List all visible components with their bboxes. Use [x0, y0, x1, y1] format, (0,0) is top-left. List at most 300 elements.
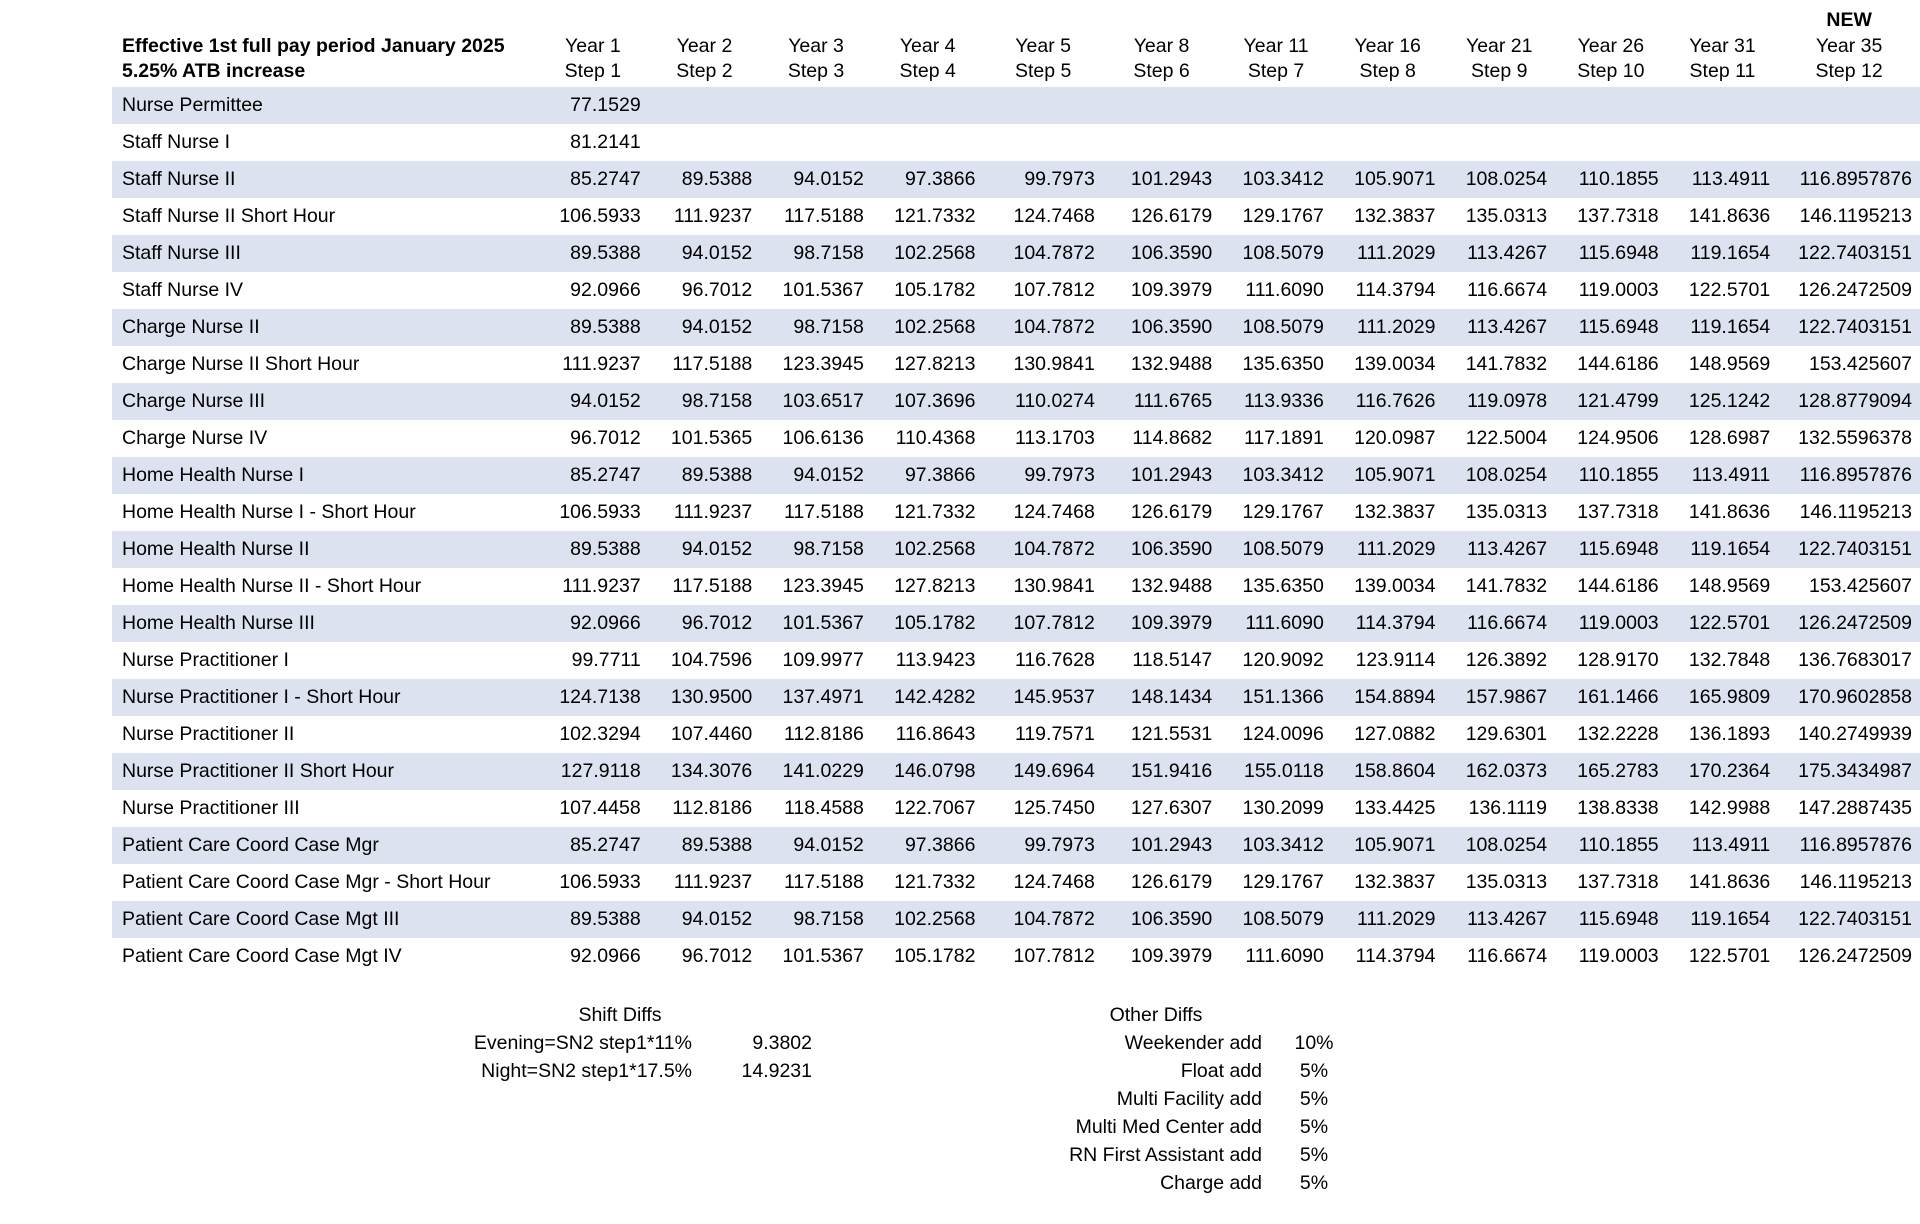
- pay-rate-cell: 94.0152: [760, 827, 872, 864]
- pay-rate-cell: [1778, 87, 1920, 124]
- pay-rate-cell: 85.2747: [537, 457, 649, 494]
- pay-rate-cell: [649, 87, 761, 124]
- pay-rate-cell: 126.2472509: [1798, 945, 1912, 968]
- pay-rate-cell: 111.9237: [673, 205, 753, 228]
- other-diff-row: [946, 1085, 1366, 1113]
- pay-rate-cell: 111.9237: [673, 871, 753, 894]
- pay-rate-cell: 101.2943: [1103, 161, 1220, 198]
- pay-rate-cell: 89.5388: [537, 531, 649, 568]
- column-step-label: Step 12: [1815, 60, 1883, 83]
- pay-rate-cell: 94.0152: [760, 161, 872, 198]
- pay-rate-cell: 117.5188: [672, 353, 753, 376]
- pay-rate-cell: 119.0003: [1578, 945, 1659, 968]
- pay-rate-cell: 103.3412: [1220, 827, 1332, 864]
- pay-rate-cell: 128.9170: [1577, 649, 1659, 672]
- column-step-label: Step 11: [1689, 60, 1756, 83]
- pay-rate-cell: 124.7468: [1013, 871, 1095, 894]
- pay-rate-cell: 145.9537: [983, 679, 1102, 716]
- other-diff-value: 10%: [1294, 1032, 1334, 1055]
- pay-rate-cell: 106.3590: [1103, 901, 1220, 938]
- pay-rate-cell: 96.7012: [570, 427, 641, 450]
- row-classification-label: Home Health Nurse I - Short Hour: [122, 501, 416, 524]
- pay-rate-cell: 142.4282: [872, 679, 984, 716]
- pay-rate-cell: 135.6350: [1242, 575, 1324, 598]
- other-diff-value: 5%: [1299, 1060, 1329, 1083]
- pay-rate-cell: 94.0152: [760, 457, 872, 494]
- pay-rate-cell: 121.4799: [1555, 383, 1667, 420]
- pay-rate-cell: 119.1654: [1667, 235, 1779, 272]
- pay-rate-cell: 102.2568: [872, 235, 984, 272]
- pay-rate-cell: 125.1242: [1667, 383, 1779, 420]
- pay-rate-cell: 120.0987: [1354, 427, 1436, 450]
- row-classification-label: Nurse Practitioner II Short Hour: [112, 753, 537, 790]
- pay-rate-cell: 151.9416: [1103, 753, 1220, 790]
- pay-rate-cell: 104.7872: [983, 309, 1102, 346]
- pay-rate-cell: 99.7973: [983, 827, 1102, 864]
- pay-rate-cell: 101.5367: [782, 945, 864, 968]
- pay-rate-cell: [1220, 87, 1332, 124]
- pay-rate-cell: 148.9569: [1688, 575, 1771, 598]
- other-diff-row: [946, 1029, 1366, 1057]
- pay-rate-cell: 115.6948: [1555, 309, 1667, 346]
- column-year-label: Year 11: [1243, 34, 1309, 57]
- pay-rate-cell: 138.8338: [1577, 797, 1659, 820]
- pay-rate-cell: 114.8682: [1132, 427, 1213, 450]
- pay-rate-cell: 101.2943: [1103, 827, 1220, 864]
- pay-rate-cell: 120.9092: [1242, 649, 1324, 672]
- column-step-label: Step 9: [1471, 60, 1528, 83]
- row-classification-label: Home Health Nurse II: [112, 531, 537, 568]
- pay-rate-cell: 117.5188: [783, 501, 864, 524]
- pay-rate-cell: 107.7812: [1013, 279, 1095, 302]
- pay-rate-cell: 122.7403151: [1778, 901, 1920, 938]
- pay-rate-cell: 132.3837: [1354, 501, 1436, 524]
- pay-rate-cell: 136.1119: [1468, 797, 1548, 820]
- other-diff-label: Multi Med Center add: [1075, 1116, 1262, 1139]
- pay-rate-cell: 102.2568: [872, 901, 984, 938]
- pay-rate-cell: 109.9977: [782, 649, 864, 672]
- pay-rate-cell: [1555, 124, 1667, 161]
- column-step-label: Step 1: [564, 60, 622, 83]
- pay-rate-cell: 105.1782: [894, 279, 976, 302]
- table-body: [112, 87, 1920, 975]
- column-header-step-8: [1332, 8, 1444, 87]
- table-row: [112, 605, 1920, 642]
- pay-rate-cell: 175.3434987: [1778, 753, 1920, 790]
- pay-rate-cell: 96.7012: [681, 945, 753, 968]
- pay-rate-cell: 141.8636: [1688, 501, 1771, 524]
- pay-rate-cell: 117.1891: [1243, 427, 1324, 450]
- pay-rate-cell: 144.6186: [1577, 575, 1659, 598]
- other-diff-label: RN First Assistant add: [1069, 1144, 1262, 1167]
- table-row: [112, 346, 1920, 383]
- pay-rate-cell: 106.6136: [782, 427, 864, 450]
- pay-rate-cell: 106.5933: [559, 871, 641, 894]
- pay-rate-cell: 117.5188: [672, 575, 753, 598]
- shift-diff-row: [410, 1057, 830, 1085]
- pay-rate-cell: [872, 87, 984, 124]
- pay-rate-cell: [1332, 124, 1444, 161]
- other-diff-row: [946, 1169, 1366, 1197]
- pay-rate-cell: 170.9602858: [1778, 679, 1920, 716]
- pay-rate-cell: 119.1654: [1667, 309, 1779, 346]
- table-row: [112, 494, 1920, 531]
- pay-rate-cell: 94.0152: [649, 531, 761, 568]
- pay-rate-cell: 89.5388: [649, 161, 761, 198]
- pay-rate-cell: 141.8636: [1688, 871, 1771, 894]
- pay-rate-cell: 132.9488: [1130, 353, 1213, 376]
- pay-rate-cell: 127.9118: [537, 753, 649, 790]
- pay-rate-cell: 119.7571: [1014, 723, 1095, 746]
- pay-rate-cell: 105.9071: [1332, 161, 1444, 198]
- pay-rate-cell: 105.1782: [872, 605, 984, 642]
- pay-rate-cell: 98.7158: [760, 901, 872, 938]
- table-row: [112, 272, 1920, 309]
- title-line-2: 5.25% ATB increase: [122, 60, 306, 83]
- pay-rate-cell: 116.6674: [1467, 945, 1548, 968]
- pay-rate-cell: 132.3837: [1354, 871, 1436, 894]
- pay-rate-cell: [1103, 87, 1220, 124]
- pay-rate-cell: 130.9841: [1013, 575, 1095, 598]
- column-year-label: Year 1: [565, 34, 621, 57]
- pay-rate-cell: [1103, 124, 1220, 161]
- pay-rate-cell: 123.3945: [782, 353, 864, 376]
- header-row: [112, 8, 1920, 87]
- pay-rate-cell: 108.0254: [1443, 161, 1555, 198]
- pay-rate-cell: [1443, 124, 1555, 161]
- pay-rate-cell: 121.5531: [1130, 723, 1213, 746]
- pay-rate-cell: 146.0798: [872, 753, 984, 790]
- other-diff-label: Charge add: [1160, 1172, 1262, 1195]
- row-classification-label: Patient Care Coord Case Mgt III: [112, 901, 537, 938]
- pay-rate-cell: 106.5933: [559, 205, 641, 228]
- column-header-step-1: [537, 8, 649, 87]
- pay-rate-cell: 106.3590: [1103, 309, 1220, 346]
- table-row: [112, 309, 1920, 346]
- pay-rate-cell: 124.7468: [1013, 501, 1095, 524]
- pay-rate-cell: 111.9237: [673, 501, 753, 524]
- row-classification-label: Patient Care Coord Case Mgr: [112, 827, 537, 864]
- pay-rate-cell: 123.9114: [1355, 649, 1436, 672]
- column-year-label: Year 5: [1015, 34, 1071, 57]
- table-row: [112, 642, 1920, 679]
- pay-rate-cell: 110.0274: [983, 383, 1102, 420]
- row-classification-label: Home Health Nurse III: [112, 605, 537, 642]
- column-year-label: Year 35: [1815, 34, 1883, 57]
- pay-rate-cell: 98.7158: [760, 309, 872, 346]
- pay-rate-cell: 113.9336: [1220, 383, 1332, 420]
- pay-rate-cell: 104.7872: [983, 531, 1102, 568]
- table-row: [112, 568, 1920, 605]
- pay-rate-cell: 111.6090: [1245, 279, 1324, 302]
- column-year-label: Year 16: [1354, 34, 1421, 57]
- pay-rate-cell: 110.4368: [895, 427, 976, 450]
- pay-rate-cell: 153.425607: [1808, 353, 1912, 376]
- pay-rate-cell: 85.2747: [537, 827, 649, 864]
- pay-rate-cell: 119.0978: [1443, 383, 1555, 420]
- pay-rate-cell: 122.5701: [1667, 605, 1779, 642]
- pay-rate-cell: 98.7158: [760, 235, 872, 272]
- pay-rate-cell: 77.1529: [537, 87, 649, 124]
- pay-rate-cell: 116.8957876: [1778, 161, 1920, 198]
- pay-rate-cell: 96.7012: [681, 279, 753, 302]
- column-header-step-4: [872, 8, 984, 87]
- pay-rate-cell: 104.7872: [983, 901, 1102, 938]
- pay-rate-cell: 136.1893: [1688, 723, 1771, 746]
- pay-rate-cell: 137.4971: [760, 679, 872, 716]
- column-year-label: Year 31: [1689, 34, 1756, 57]
- pay-rate-cell: 109.3979: [1130, 279, 1213, 302]
- pay-rate-cell: 122.7403151: [1778, 309, 1920, 346]
- row-classification-label: Staff Nurse III: [112, 235, 537, 272]
- table-row: [112, 161, 1920, 198]
- pay-rate-cell: 122.7403151: [1778, 531, 1920, 568]
- column-step-label: Step 10: [1577, 60, 1645, 83]
- pay-rate-cell: 107.4460: [670, 723, 753, 746]
- pay-rate-cell: 139.0034: [1354, 353, 1436, 376]
- pay-rate-cell: 119.1654: [1667, 901, 1779, 938]
- pay-rate-cell: [1778, 124, 1920, 161]
- pay-rate-cell: 108.5079: [1220, 235, 1332, 272]
- column-header-step-2: [649, 8, 761, 87]
- row-classification-label: Charge Nurse IV: [122, 427, 268, 450]
- pay-rate-cell: 101.2943: [1103, 457, 1220, 494]
- pay-rate-cell: 107.7812: [1013, 945, 1095, 968]
- pay-rate-cell: 144.6186: [1577, 353, 1659, 376]
- pay-rate-cell: 116.8957876: [1778, 457, 1920, 494]
- pay-rate-cell: 108.0254: [1443, 457, 1555, 494]
- pay-rate-cell: 89.5388: [649, 827, 761, 864]
- pay-rate-cell: 149.6964: [983, 753, 1102, 790]
- pay-rate-cell: 106.5933: [559, 501, 641, 524]
- pay-rate-cell: 124.9506: [1577, 427, 1659, 450]
- pay-rate-cell: 94.0152: [537, 383, 649, 420]
- table-row: [112, 457, 1920, 494]
- pay-rate-cell: 113.4911: [1667, 827, 1779, 864]
- pay-rate-cell: [1443, 87, 1555, 124]
- pay-rate-cell: 165.9809: [1667, 679, 1779, 716]
- pay-rate-cell: 141.0229: [760, 753, 872, 790]
- pay-rate-cell: 127.0882: [1354, 723, 1436, 746]
- pay-rate-cell: 108.5079: [1220, 531, 1332, 568]
- table-row: [112, 235, 1920, 272]
- pay-rate-cell: 89.5388: [537, 235, 649, 272]
- pay-rate-cell: [760, 124, 872, 161]
- pay-rate-cell: 129.1767: [1242, 205, 1324, 228]
- pay-rate-cell: 102.2568: [872, 531, 984, 568]
- pay-rate-cell: 124.7468: [1013, 205, 1095, 228]
- other-diffs-block: [946, 1001, 1366, 1197]
- pay-scale-document: [0, 8, 1920, 1224]
- table-row: [112, 383, 1920, 420]
- table-row: [112, 790, 1920, 827]
- pay-rate-cell: 97.3866: [872, 457, 984, 494]
- column-year-label: Year 4: [899, 34, 956, 57]
- shift-diffs-block: [410, 1001, 830, 1085]
- pay-rate-cell: 94.0152: [649, 901, 761, 938]
- pay-rate-cell: 119.0003: [1555, 605, 1667, 642]
- pay-rate-cell: [1555, 87, 1667, 124]
- shift-diff-value: 14.9231: [741, 1060, 812, 1083]
- pay-rate-cell: 110.1855: [1555, 457, 1667, 494]
- pay-rate-cell: 139.0034: [1354, 575, 1436, 598]
- pay-rate-cell: 112.8186: [672, 797, 753, 820]
- pay-rate-cell: 99.7973: [983, 161, 1102, 198]
- pay-rate-cell: 111.6090: [1220, 605, 1332, 642]
- pay-rate-cell: 98.7158: [649, 383, 761, 420]
- pay-rate-cell: 103.3412: [1220, 161, 1332, 198]
- pay-rate-cell: 134.3076: [649, 753, 761, 790]
- shift-diff-label: Evening=SN2 step1*11%: [473, 1032, 692, 1055]
- pay-rate-cell: 146.1195213: [1799, 501, 1912, 524]
- pay-rate-cell: 119.1654: [1667, 531, 1779, 568]
- column-year-label: Year 8: [1133, 34, 1190, 57]
- pay-rate-cell: 116.7626: [1332, 383, 1444, 420]
- pay-rate-cell: 81.2141: [570, 131, 641, 154]
- pay-rate-cell: 111.2029: [1332, 531, 1444, 568]
- pay-rate-cell: 116.8957876: [1778, 827, 1920, 864]
- pay-rate-cell: 129.1767: [1242, 871, 1324, 894]
- pay-rate-cell: 118.4588: [783, 797, 864, 820]
- pay-rate-cell: 126.2472509: [1778, 605, 1920, 642]
- pay-rate-cell: 113.4267: [1443, 309, 1555, 346]
- column-header-step-6: [1103, 8, 1220, 87]
- pay-rate-cell: 128.8779094: [1778, 383, 1920, 420]
- pay-rate-cell: 125.7450: [1013, 797, 1095, 820]
- pay-rate-cell: 111.6090: [1245, 945, 1324, 968]
- pay-rate-cell: 130.9500: [649, 679, 761, 716]
- other-diff-value: 5%: [1299, 1116, 1329, 1139]
- pay-rate-cell: 161.1466: [1555, 679, 1667, 716]
- row-classification-label: Staff Nurse II Short Hour: [122, 205, 336, 228]
- shift-diff-value: 9.3802: [752, 1032, 812, 1055]
- pay-rate-cell: 135.0313: [1465, 501, 1548, 524]
- pay-rate-cell: 110.1855: [1555, 827, 1667, 864]
- pay-rate-cell: 135.0313: [1465, 871, 1548, 894]
- row-classification-label: Nurse Practitioner I: [122, 649, 289, 672]
- pay-rate-cell: 126.6179: [1130, 205, 1213, 228]
- pay-rate-cell: 101.5365: [670, 427, 753, 450]
- table-row: [112, 420, 1920, 457]
- pay-rate-cell: 108.0254: [1443, 827, 1555, 864]
- pay-rate-cell: 104.7872: [983, 235, 1102, 272]
- column-step-label: Step 8: [1359, 60, 1416, 83]
- pay-rate-cell: 96.7012: [649, 605, 761, 642]
- pay-rate-cell: 116.7628: [1014, 649, 1095, 672]
- table-row: [112, 198, 1920, 235]
- pay-rate-cell: 113.4911: [1667, 457, 1779, 494]
- shift-diff-label: Night=SN2 step1*17.5%: [481, 1060, 692, 1083]
- pay-rate-cell: 122.5004: [1465, 427, 1548, 450]
- pay-rate-cell: 102.2568: [872, 309, 984, 346]
- pay-rate-cell: 89.5388: [537, 309, 649, 346]
- table-row: [112, 716, 1920, 753]
- pay-rate-cell: 98.7158: [760, 531, 872, 568]
- pay-rate-cell: 92.0966: [570, 279, 641, 302]
- pay-rate-cell: 122.5701: [1688, 945, 1771, 968]
- pay-rate-cell: 132.9488: [1130, 575, 1213, 598]
- row-classification-label: Charge Nurse III: [112, 383, 537, 420]
- pay-rate-cell: 122.7067: [894, 797, 976, 820]
- pay-rate-cell: 89.5388: [649, 457, 761, 494]
- column-step-label: Step 7: [1247, 60, 1305, 83]
- pay-rate-cell: 109.3979: [1130, 945, 1213, 968]
- column-header-step-3: [760, 8, 872, 87]
- column-step-label: Step 5: [1014, 60, 1072, 83]
- pay-rate-cell: [1220, 124, 1332, 161]
- pay-rate-cell: 115.6948: [1555, 531, 1667, 568]
- column-header-step-5: [983, 8, 1102, 87]
- pay-rate-cell: 126.2472509: [1798, 279, 1912, 302]
- pay-rate-cell: 108.5079: [1220, 309, 1332, 346]
- pay-rate-cell: 123.3945: [782, 575, 864, 598]
- pay-rate-cell: 101.5367: [760, 605, 872, 642]
- pay-rate-cell: 113.4911: [1667, 161, 1779, 198]
- pay-rate-cell: [983, 124, 1102, 161]
- table-header: [112, 8, 1920, 87]
- table-row: [112, 753, 1920, 790]
- pay-rate-cell: [760, 87, 872, 124]
- pay-rate-cell: 128.6987: [1688, 427, 1771, 450]
- pay-rate-cell: 124.7138: [537, 679, 649, 716]
- pay-rate-cell: 133.4425: [1354, 797, 1436, 820]
- pay-rate-cell: 121.7332: [894, 501, 976, 524]
- pay-rate-cell: 155.0118: [1220, 753, 1332, 790]
- table-row: [112, 827, 1920, 864]
- pay-rate-cell: 111.9237: [562, 575, 641, 598]
- row-classification-label: Charge Nurse II: [112, 309, 537, 346]
- pay-rate-cell: 114.3794: [1355, 945, 1436, 968]
- pay-rate-cell: 121.7332: [894, 871, 976, 894]
- document-title: [112, 8, 537, 87]
- pay-rate-cell: [1667, 87, 1779, 124]
- column-year-label: Year 3: [788, 34, 844, 57]
- row-classification-label: Home Health Nurse II - Short Hour: [122, 575, 422, 598]
- pay-rate-cell: 118.5147: [1132, 649, 1213, 672]
- column-year-label: Year 2: [676, 34, 733, 57]
- pay-rate-cell: [1332, 87, 1444, 124]
- pay-rate-cell: 126.3892: [1465, 649, 1548, 672]
- pay-rate-cell: 127.8213: [894, 575, 976, 598]
- pay-rate-cell: 111.2029: [1332, 309, 1444, 346]
- table-row: [112, 901, 1920, 938]
- pay-rate-cell: 97.3866: [872, 161, 984, 198]
- row-classification-label: Charge Nurse II Short Hour: [122, 353, 360, 376]
- pay-rate-cell: 136.7683017: [1798, 649, 1912, 672]
- column-step-label: Step 6: [1133, 60, 1190, 83]
- pay-rate-cell: 117.5188: [783, 871, 864, 894]
- pay-rate-cell: 107.7812: [983, 605, 1102, 642]
- pay-rate-cell: 122.7403151: [1778, 235, 1920, 272]
- pay-rate-cell: 103.6517: [760, 383, 872, 420]
- other-diff-row: [946, 1057, 1366, 1085]
- pay-rate-cell: 105.9071: [1332, 457, 1444, 494]
- pay-rate-cell: 135.6350: [1242, 353, 1324, 376]
- pay-scale-table: [112, 8, 1920, 975]
- other-diff-value: 5%: [1299, 1172, 1329, 1195]
- other-diff-label: Float add: [1180, 1060, 1262, 1083]
- pay-rate-cell: 106.3590: [1103, 531, 1220, 568]
- pay-rate-cell: 114.3794: [1355, 279, 1436, 302]
- pay-rate-cell: 126.6179: [1130, 871, 1213, 894]
- pay-rate-cell: 146.1195213: [1799, 205, 1912, 228]
- row-classification-label: Patient Care Coord Case Mgt IV: [122, 945, 402, 968]
- column-header-step-12: [1778, 8, 1920, 87]
- pay-rate-cell: 137.7318: [1577, 205, 1659, 228]
- column-header-step-11: [1667, 8, 1779, 87]
- pay-rate-cell: 114.3794: [1332, 605, 1444, 642]
- pay-rate-cell: 106.3590: [1103, 235, 1220, 272]
